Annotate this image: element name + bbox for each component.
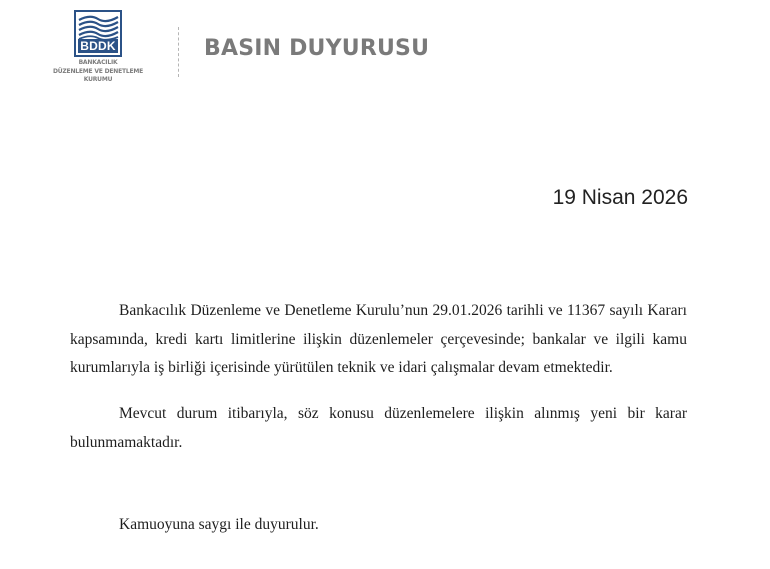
announcement-date: 19 Nisan 2026	[552, 186, 688, 209]
page-title: BASIN DUYURUSU	[204, 36, 430, 61]
bddk-logo	[74, 10, 122, 57]
header-divider	[178, 27, 179, 77]
organization-name	[40, 58, 156, 85]
org-name-line: BANKACILIK	[78, 59, 118, 66]
body-paragraph-2: Mevcut durum itibarıyla, söz konusu düzenlemelere ilişkin alınmış yeni bir karar bulunmamaktadır.	[70, 405, 687, 451]
org-name-line: DÜZENLEME VE DENETLEME	[52, 68, 144, 75]
closing-statement: Kamuoyuna saygı ile duyurulur.	[119, 516, 319, 533]
wave-icon	[76, 12, 120, 42]
body-paragraph-1: Bankacılık Düzenleme ve Denetleme Kurulu’nun 29.01.2026 tarihli ve 11367 sayılı Kararı kapsamında, kredi kartı limitlerine ilişkin düzenlemeler çerçevesinde; bankalar ve ilgili kamu kurumlarıyla iş birliği içerisinde yürütülen teknik ve idari çalışmalar devam etmektedir.	[70, 302, 687, 376]
org-name-line: KURUMU	[83, 76, 113, 83]
logo-abbreviation: BDDK	[78, 39, 118, 53]
